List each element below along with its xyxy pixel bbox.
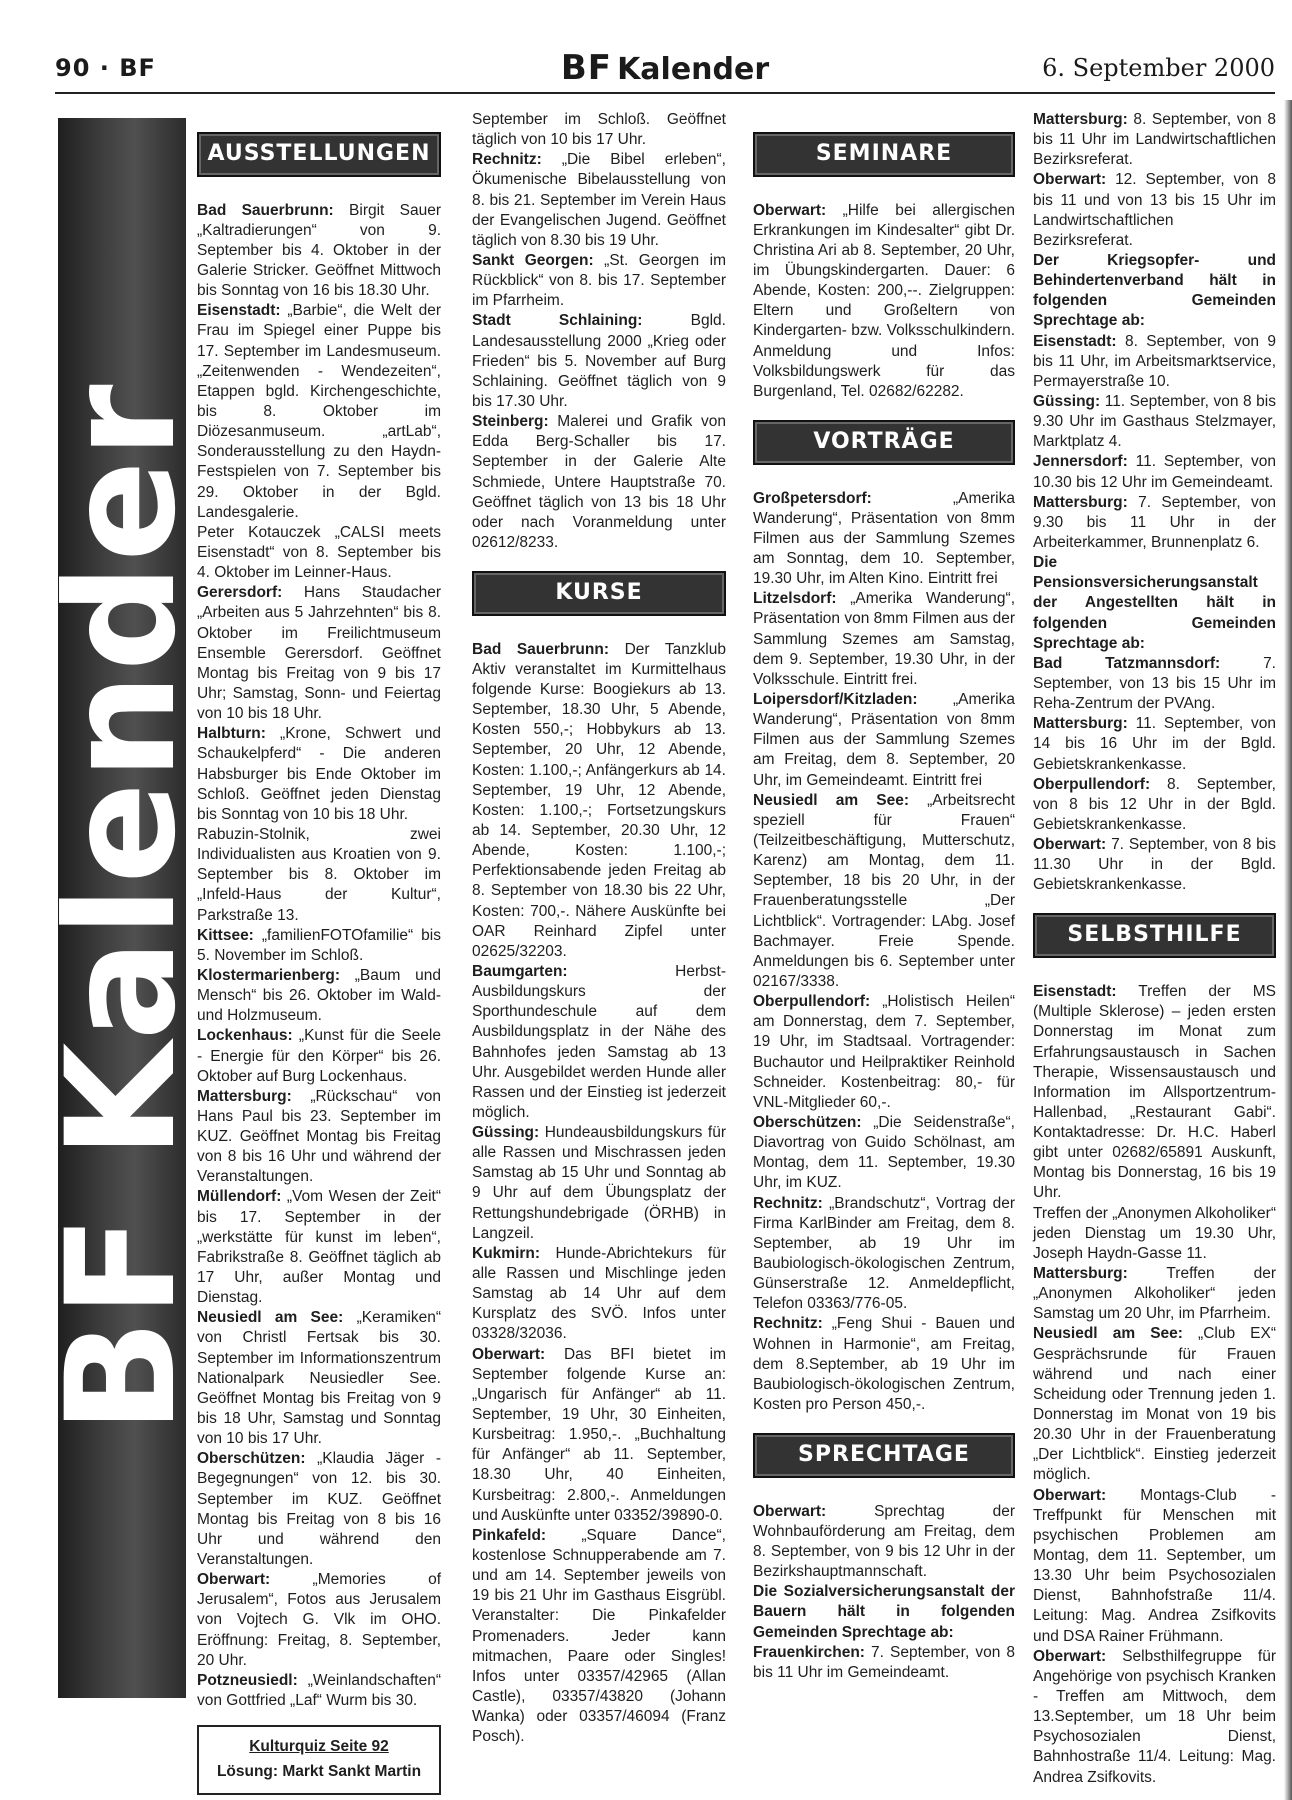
calendar-entry — [753, 589, 1015, 690]
calendar-entry — [1033, 251, 1276, 332]
calendar-entry — [1033, 714, 1276, 774]
calendar-entry — [197, 966, 441, 1026]
entry-text: 8. September, von 9 bis 11 Uhr, im Arbeitsmarktservice, Permayerstraße 10. — [1033, 332, 1276, 390]
calendar-entry — [472, 150, 726, 251]
calendar-entry — [472, 1345, 726, 1526]
kulturquiz-title: Kulturquiz Seite 92 — [249, 1738, 389, 1756]
entries-ausstellungen — [197, 201, 441, 1712]
entry-place: Mattersburg: — [1033, 493, 1128, 511]
calendar-entry — [753, 1314, 1015, 1415]
section-header-ausstellungen: AUSSTELLUNGEN — [197, 132, 441, 177]
entry-place: Oberwart: — [753, 1502, 827, 1520]
entry-text: „Feng Shui - Bauen und Wohnen in Harmonie“, am Freitag, dem 8.September, ab 19 Uhr im Baubiologisch-ökologischen Zentrum, Kosten pro Person 450,-. — [753, 1315, 1015, 1413]
entry-place: Oberwart: — [1033, 171, 1107, 189]
calendar-entry — [197, 583, 441, 724]
entry-place: Sankt Georgen: — [472, 251, 594, 269]
entry-text: „Brandschutz“, Vortrag der Firma KarlBinder am Freitag, dem 8. September, ab 19 Uhr im Baubiologisch-ökologischen Zentrum, Günserstraße 12. Anmeldepflicht, Telefon 03363/776-05. — [753, 1194, 1015, 1313]
calendar-entry — [197, 825, 441, 926]
entry-text: „Holistisch Heilen“ am Donnerstag, dem 7. September, 19 Uhr, im Stadtsaal. Vortragender: Buchautor und Heilpraktiker Reinhold Schneider. Kostenbeitrag: 80,- für VNL-Mitglieder 60,-. — [753, 993, 1015, 1111]
entry-place: Frauenkirchen: — [753, 1643, 865, 1661]
side-banner-word: Kalender — [35, 382, 209, 1159]
column-1 — [197, 110, 441, 1795]
entry-place: Bad Tatzmannsdorf: — [1033, 654, 1221, 672]
entry-text: September im Schloß. Geöffnet täglich von 10 bis 17 Uhr. — [472, 111, 726, 149]
entries-vortraege — [753, 489, 1015, 1415]
calendar-entry — [472, 110, 726, 150]
column-4 — [1033, 110, 1276, 1788]
entry-text: 7. September, von 8 bis 11 Uhr im Gemeindeamt. — [753, 1643, 1016, 1681]
calendar-entry — [197, 724, 441, 825]
calendar-entry — [197, 301, 441, 523]
calendar-entry — [1033, 1204, 1276, 1264]
entry-place: Mattersburg: — [1033, 715, 1128, 733]
calendar-entry — [472, 962, 726, 1123]
calendar-entry — [472, 412, 726, 553]
entries-sprechtage — [753, 1502, 1015, 1683]
calendar-entry — [753, 1643, 1015, 1683]
entry-place: Mattersburg: — [1033, 1265, 1128, 1283]
entry-place: Rechnitz: — [753, 1315, 823, 1333]
entry-text: Sprechtag der Wohnbauförderung am Freitag, dem 8. September, von 9 bis 12 Uhr in der Bezirkshauptmannschaft. — [753, 1502, 1015, 1581]
entry-place: Baumgarten: — [472, 962, 568, 980]
entry-text: Malerei und Grafik von Edda Berg-Schaller bis 17. September in der Galerie Alte Schmiede, Untere Hauptstraße 70. Geöffnet täglich von 13 bis 18 Uhr oder nach Voranmeldung unter 02612/8233. — [472, 413, 727, 551]
calendar-entry — [197, 1026, 441, 1086]
entries-kurse — [472, 640, 726, 1748]
section-header-vortraege: VORTRÄGE — [753, 420, 1015, 465]
calendar-entry — [753, 1113, 1015, 1194]
entry-text: „familienFOTOfamilie“ bis 5. November im Schloß. — [197, 926, 441, 964]
entry-text: „Kunst für die Seele - Energie für den Körper“ bis 26. Oktober auf Burg Lockenhaus. — [197, 1027, 441, 1085]
header-rule — [55, 92, 1275, 94]
entry-place: Großpetersdorf: — [753, 489, 872, 507]
calendar-entry — [1033, 493, 1276, 553]
entry-place: Steinberg: — [472, 413, 549, 431]
calendar-entry — [753, 489, 1015, 590]
entry-place: Neusiedl am See: — [753, 791, 909, 809]
entry-place: Pinkafeld: — [472, 1526, 547, 1544]
entry-place: Stadt Schlaining: — [472, 312, 643, 330]
entry-text: „Amerika Wanderung“, Präsentation von 8mm Filmen aus der Sammlung Szemes am Freitag, dem 8. September, 20 Uhr, im Gemeindeamt. Eintritt frei — [753, 691, 1015, 789]
entry-place: Neusiedl am See: — [1033, 1325, 1183, 1343]
entry-place: Klostermarienberg: — [197, 966, 340, 984]
calendar-entry — [1033, 553, 1276, 654]
kulturquiz-solution: Lösung: Markt Sankt Martin — [216, 1762, 422, 1780]
entry-text: „Hilfe bei allergischen Erkrankungen im Kindesalter“ gibt Dr. Christina Ari ab 8. September, 20 Uhr, im Übungskindergarten. Dauer: 6 Abende, Kosten: 200,--. Zielgruppen: Eltern und Großeltern von Kindergarten- bzw. Volksschulkindern. Anmeldung und Infos: Volksbildungswerk für das Burgenland, Tel. 02682/62282. — [753, 201, 1015, 400]
calendar-entry — [197, 523, 441, 583]
entry-text: 12. September, von 8 bis 11 und von 13 bis 15 Uhr im Landwirtschaftlichen Bezirksreferat. — [1033, 171, 1276, 249]
entry-text: Bgld. Landesausstellung 2000 „Krieg oder Frieden“ bis 5. November auf Burg Schlaining. Geöffnet täglich von 9 bis 17.30 Uhr. — [472, 312, 726, 410]
entry-text: Treffen der „Anonymen Alkoholiker“ jeden Dienstag um 19.30 Uhr, Joseph Haydn-Gasse 11. — [1033, 1204, 1276, 1262]
entry-text: Der Tanzklub Aktiv veranstaltet im Kurmittelhaus folgende Kurse: Boogiekurs ab 13. September, 18.30 Uhr, 5 Abende, Kosten 550,-; Hobbykurs ab 13. September, 20 Uhr, 12 Abende, Kosten: 1.100,-; Anfängerkurs ab 14. September, 19 Uhr, 12 Abende, Kosten: 1.100,-; Fortsetzungskurs ab 14. September, 20.30 Uhr, 12 Abende, Kosten: 1.100,-; Perfektionsabende jeden Freitag ab 8. September von 18.30 bis 22 Uhr, Kosten: 700,-. Nähere Auskünfte bei OAR Reinhard Zipfel unter 02625/32203. — [472, 640, 726, 960]
entries-seminare — [753, 201, 1015, 402]
calendar-entry — [1033, 332, 1276, 392]
entry-place: Bad Sauerbrunn: — [197, 201, 334, 219]
entry-text: 11. September, von 8 bis 9.30 Uhr im Gasthaus Stelzmayer, Marktplatz 4. — [1033, 392, 1276, 451]
calendar-entry — [1033, 1264, 1276, 1324]
page-header — [55, 48, 1275, 92]
calendar-entry — [472, 251, 726, 311]
calendar-entry — [197, 1187, 441, 1308]
section-title-bf: BF — [560, 48, 612, 88]
calendar-entry — [1033, 835, 1276, 895]
entry-place: Mattersburg: — [197, 1087, 292, 1105]
entry-place: Kittsee: — [197, 926, 254, 944]
entry-text: „Club EX“ Gesprächsrunde für Frauen während und nach einer Scheidung oder Trennung jeden 1. Donnerstag im Monat von 19 bis 20.30 Uhr in der Frauenberatung „Der Lichtblick“. Einstieg jederzeit möglich. — [1033, 1325, 1277, 1484]
entry-text: „Barbie“, die Welt der Frau im Spiegel einer Puppe bis 17. September im Landesmuseum. „Zeitenwenden - Wendezeiten“, Etappen bgld. Kirchengeschichte, bis 8. Oktober im Diözesanmuseum. „artLab“, Sonderausstellung zu den Haydn-Festspielen von 7. September bis 29. Oktober in der Bgld. Landesgalerie. — [197, 302, 441, 521]
entry-text: Hunde-Abrichtekurs für alle Rassen und Mischlinge jeden Samstag ab 14 Uhr auf dem Kursplatz des SVÖ. Infos unter 03328/32036. — [472, 1244, 727, 1343]
calendar-entry — [1033, 1324, 1276, 1485]
calendar-entry — [472, 1244, 726, 1345]
entry-place: Rechnitz: — [472, 151, 542, 169]
entry-place: Oberwart: — [753, 201, 827, 219]
entry-text: Peter Kotauczek „CALSI meets Eisenstadt“ von 8. September bis 4. Oktober im Leinner-Haus. — [197, 523, 441, 582]
entry-text: Treffen der MS (Multiple Sklerose) – jeden ersten Donnerstag im Monat zum Erfahrungsaustausch in Sachen Therapie, Wissensaustausch und Information im Allsportzentrum- Hallenbad, „Restaurant Gabi“. Kontaktadresse: Dr. H.C. Haberl gibt unter 02682/65891 Auskunft, Montag bis Donnerstag, 16 bis 19 Uhr. — [1033, 983, 1277, 1202]
entries-col4-top — [1033, 110, 1276, 895]
entry-place: Litzelsdorf: — [753, 590, 837, 608]
issue-date: 6. September 2000 — [1042, 54, 1275, 82]
entry-text: „Amerika Wanderung“, Präsentation von 8mm Filmen aus der Sammlung Szemes am Sonntag, dem 10. September, 19.30 Uhr, im Alten Kino. Eintritt frei — [753, 489, 1015, 588]
calendar-entry — [1033, 775, 1276, 835]
entry-place: Oberwart: — [1033, 1647, 1107, 1665]
entry-text: Birgit Sauer „Kaltradierungen“ von 9. September bis 4. Oktober in der Galerie Stricker. Geöffnet Mittwoch bis Sonntag von 16 bis 18.30 Uhr. — [197, 201, 442, 300]
calendar-entry — [1033, 654, 1276, 714]
section-header-sprechtage: SPRECHTAGE — [753, 1433, 1015, 1478]
entry-place: Die Sozialversicherungsanstalt der Bauern hält in folgenden Gemeinden Sprechtage ab: — [753, 1583, 1015, 1641]
calendar-entry — [753, 201, 1015, 402]
calendar-entry — [1033, 110, 1276, 170]
entry-text: Treffen der „Anonymen Alkoholiker“ jeden Samstag um 20 Uhr, im Pfarrheim. — [1033, 1265, 1276, 1323]
calendar-entry — [197, 1449, 441, 1570]
calendar-entry — [1033, 170, 1276, 251]
entry-text: Selbsthilfegruppe für Angehörige von psychisch Kranken - Treffen am Mittwoch, dem 13.September, um 18 Uhr beim Psychosozialen Dienst, Bahnhostraße 11/4. Leitung: Mag. Andrea Zsifkovits. — [1033, 1647, 1277, 1786]
entry-place: Oberwart: — [1033, 1486, 1107, 1504]
entries-selbsthilfe — [1033, 982, 1276, 1788]
entry-place: Eisenstadt: — [1033, 332, 1117, 350]
column-3 — [753, 110, 1015, 1683]
entry-place: Kukmirn: — [472, 1244, 541, 1262]
entry-text: 11. September, von 10.30 bis 12 Uhr im Gemeindeamt. — [1033, 453, 1276, 491]
calendar-entry — [197, 1308, 441, 1449]
calendar-entry — [472, 1526, 726, 1748]
entry-text: 8. September, von 8 bis 12 Uhr in der Bgld. Gebietskrankenkasse. — [1033, 775, 1276, 833]
calendar-entry — [1033, 392, 1276, 452]
entry-text: „Baum und Mensch“ bis 26. Oktober im Wald- und Holzmuseum. — [197, 966, 441, 1025]
entry-place: Müllendorf: — [197, 1188, 282, 1206]
side-banner-bf: BF — [35, 1212, 209, 1434]
entry-place: Bad Sauerbrunn: — [472, 640, 609, 658]
page-edge-shadow — [1284, 100, 1292, 1800]
calendar-entry — [753, 690, 1015, 791]
entry-text: „Amerika Wanderung“, Präsentation von 8mm Filmen aus der Sammlung Szemes am Samstag, dem 9. September, 19.30 Uhr, in der Volksschule. Eintritt frei. — [753, 590, 1015, 688]
entry-text: 11. September, von 14 bis 16 Uhr im der Bgld. Gebietskrankenkasse. — [1033, 715, 1276, 773]
entry-text: „Keramiken“ von Christl Fertsak bis 30. September im Informationszentrum Nationalpark Neusiedler See. Geöffnet Montag bis Freitag von 9 bis 18 Uhr, Samstag und Sonntag von 10 bis 17 Uhr. — [197, 1309, 441, 1448]
entry-place: Mattersburg: — [1033, 111, 1128, 128]
entry-text: 7. September, von 9.30 bis 11 Uhr in der Arbeiterkammer, Brunnenplatz 6. — [1033, 493, 1276, 551]
entry-text: „Weinlandschaften“ von Gottfried „Laf“ Wurm bis 30. — [197, 1671, 441, 1709]
entries-col2-top — [472, 110, 726, 553]
entry-text: „Memories of Jerusalem“, Fotos aus Jerusalem von Vojtech G. Vlk im OHO. Eröffnung: Freitag, 8. September, 20 Uhr. — [197, 1571, 441, 1669]
entry-place: Neusiedl am See: — [197, 1309, 344, 1327]
side-banner-text — [35, 382, 209, 1434]
page-number: 90 · BF — [55, 54, 156, 82]
calendar-entry — [472, 640, 726, 962]
entry-text: „St. Georgen im Rückblick“ von 8. bis 17. September im Pfarrheim. — [472, 251, 726, 310]
kulturquiz-box — [197, 1725, 441, 1795]
entry-text: 7. September, von 13 bis 15 Uhr im Reha-Zentrum der PVAng. — [1033, 654, 1276, 713]
entry-place: Güssing: — [1033, 392, 1101, 410]
calendar-entry — [1033, 1486, 1276, 1647]
entry-text: 7. September, von 8 bis 11.30 Uhr in der Bgld. Gebietskrankenkasse. — [1033, 836, 1276, 894]
entry-place: Güssing: — [472, 1124, 540, 1142]
entry-place: Oberschützen: — [197, 1450, 306, 1468]
calendar-entry — [1033, 982, 1276, 1204]
entry-text: 8. September, von 8 bis 11 Uhr im Landwirtschaftlichen Bezirksreferat. — [1033, 111, 1277, 169]
entry-place: Oberpullendorf: — [1033, 775, 1151, 793]
entry-text: „Krone, Schwert und Schaukelpferd“ - Die anderen Habsburger bis Ende Oktober im Schloß. Geöffnet jeden Dienstag bis Sonntag von 10 bis 18 Uhr. — [197, 725, 441, 823]
calendar-entry — [753, 1502, 1015, 1583]
entry-place: Die Pensionsversicherungsanstalt der Angestellten hält in folgenden Gemeinden Sprechtage ab: — [1033, 554, 1276, 652]
calendar-entry — [472, 311, 726, 412]
section-header-seminare: SEMINARE — [753, 132, 1015, 177]
entry-text: „Vom Wesen der Zeit“ bis 17. September in der „werkstätte für kunst im leben“, Fabrikstraße 8. Geöffnet täglich ab 17 Uhr, außer Montag und Dienstag. — [197, 1188, 441, 1307]
entry-text: Hans Staudacher „Arbeiten aus 5 Jahrzehnten“ bis 8. Oktober im Freilichtmuseum Ensemble Gerersdorf. Geöffnet Montag bis Freitag von 9 bis 17 Uhr; Samstag, Sonn- und Feiertag von 10 bis 18 Uhr. — [197, 584, 441, 723]
entry-place: Eisenstadt: — [197, 302, 281, 320]
entry-place: Gerersdorf: — [197, 584, 283, 602]
entry-place: Loipersdorf/Kitzladen: — [753, 691, 918, 708]
entry-text: „Klaudia Jäger - Begegnungen“ von 12. bis 30. September im KUZ. Geöffnet Montag bis Freitag von 8 bis 16 Uhr und während den Veranstaltungen. — [197, 1450, 441, 1569]
entry-place: Oberpullendorf: — [753, 993, 871, 1011]
section-header-kurse: KURSE — [472, 571, 726, 616]
calendar-entry — [1033, 1647, 1276, 1788]
calendar-entry — [197, 1671, 441, 1711]
entry-place: Halbturn: — [197, 725, 266, 743]
entry-text: Das BFI bietet im September folgende Kurse an: „Ungarisch für Anfänger“ ab 11. September, 19 Uhr, 30 Einheiten, Kursbeitrag: 1.950,-. „Buchhaltung für Anfänger“ ab 11. September, 18.30 Uhr, 40 Einheiten, Kursbeitrag: 2.800,-. Anmeldungen und Auskünfte unter 03352/39890-0. — [472, 1345, 727, 1524]
entry-place: Rechnitz: — [753, 1194, 823, 1212]
calendar-entry — [472, 1123, 726, 1244]
entry-place: Jennersdorf: — [1033, 453, 1128, 471]
entry-text: Herbst-Ausbildungskurs der Sporthundeschule auf dem Ausbildungsplatz in der Nähe des Bahnhofes jeden Samstag ab 13 Uhr. Ausgebildet werden Hunde aller Rassen und der Einstieg ist jederzeit möglich. — [472, 962, 726, 1121]
entry-text: „Arbeitsrecht speziell für Frauen“ (Teilzeitbeschäftigung, Mutterschutz, Karenz) am Montag, dem 11. September, 18 bis 20 Uhr, in der Frauenberatungsstelle „Der Lichtblick“. Vortragender: LAbg. Josef Bachmayer. Freie Spende. Anmeldungen bis 6. September unter 02167/3338. — [753, 791, 1015, 990]
entry-place: Oberwart: — [197, 1571, 271, 1589]
entry-place: Oberwart: — [1033, 836, 1107, 854]
entry-place: Lockenhaus: — [197, 1027, 293, 1045]
calendar-entry — [197, 201, 441, 302]
entry-place: Eisenstadt: — [1033, 983, 1117, 1001]
entry-text: Hundeausbildungskurs für alle Rassen und Mischrassen jeden Samstag ab 15 Uhr und Sonntag ab 9 Uhr auf dem Übungsplatz der Rettungshundebrigade (ÖRHB) in Langzeil. — [472, 1124, 726, 1242]
section-title-kalender: Kalender — [617, 52, 770, 87]
side-banner — [35, 118, 209, 1698]
calendar-entry — [753, 1194, 1015, 1315]
calendar-entry — [197, 1087, 441, 1188]
entry-text: „Rückschau“ von Hans Paul bis 23. September im KUZ. Geöffnet Montag bis Freitag von 8 bis 16 Uhr und während der Veranstaltungen. — [197, 1087, 441, 1186]
calendar-entry — [753, 1582, 1015, 1642]
entry-place: Potzneusiedl: — [197, 1671, 298, 1689]
calendar-entry — [197, 1570, 441, 1671]
section-header-selbsthilfe: SELBSTHILFE — [1033, 913, 1276, 958]
calendar-entry — [753, 992, 1015, 1113]
entry-text: „Square Dance“, kostenlose Schnupperabende am 7. und am 14. September jeweils von 19 bis 21 Uhr im Gasthaus Eisgrübl. Veranstalter: Die Pinkafelder Promenaders. Jeder kann mitmachen, Paare oder Singles! Infos unter 03357/42965 (Allan Castle), 03357/43820 (Johann Wanka) oder 03357/46094 (Franz Posch). — [472, 1526, 726, 1746]
entry-text: „Die Seidenstraße“, Diavortrag von Guido Schölnast, am Montag, dem 11. September, 19.30 Uhr, im KUZ. — [753, 1113, 1015, 1192]
entry-place: Oberschützen: — [753, 1113, 862, 1131]
calendar-entry — [753, 791, 1015, 992]
column-2 — [472, 110, 726, 1747]
entry-text: „Die Bibel erleben“, Ökumenische Bibelausstellung von 8. bis 21. September im Verein Haus der Evangelischen Jugend. Geöffnet täglich von 8.30 bis 19 Uhr. — [472, 151, 726, 249]
entry-place: Der Kriegsopfer- und Behindertenverband hält in folgenden Gemeinden Sprechtage ab: — [1033, 251, 1276, 330]
entry-place: Oberwart: — [472, 1345, 546, 1363]
entry-text: Rabuzin-Stolnik, zwei Individualisten aus Kroatien von 9. September bis 8. Oktober im „Infeld-Haus der Kultur“, Parkstraße 13. — [197, 825, 441, 924]
calendar-entry — [1033, 452, 1276, 492]
calendar-entry — [197, 926, 441, 966]
entry-text: Montags-Club - Treffpunkt für Menschen mit psychischen Problemen am Montag, dem 11. September, um 13.30 Uhr beim Psychosozialen Dienst, Bahnhofstraße 11/4. Leitung: Mag. Andrea Zsifkovits und DSA Rainer Frühmann. — [1033, 1486, 1276, 1645]
